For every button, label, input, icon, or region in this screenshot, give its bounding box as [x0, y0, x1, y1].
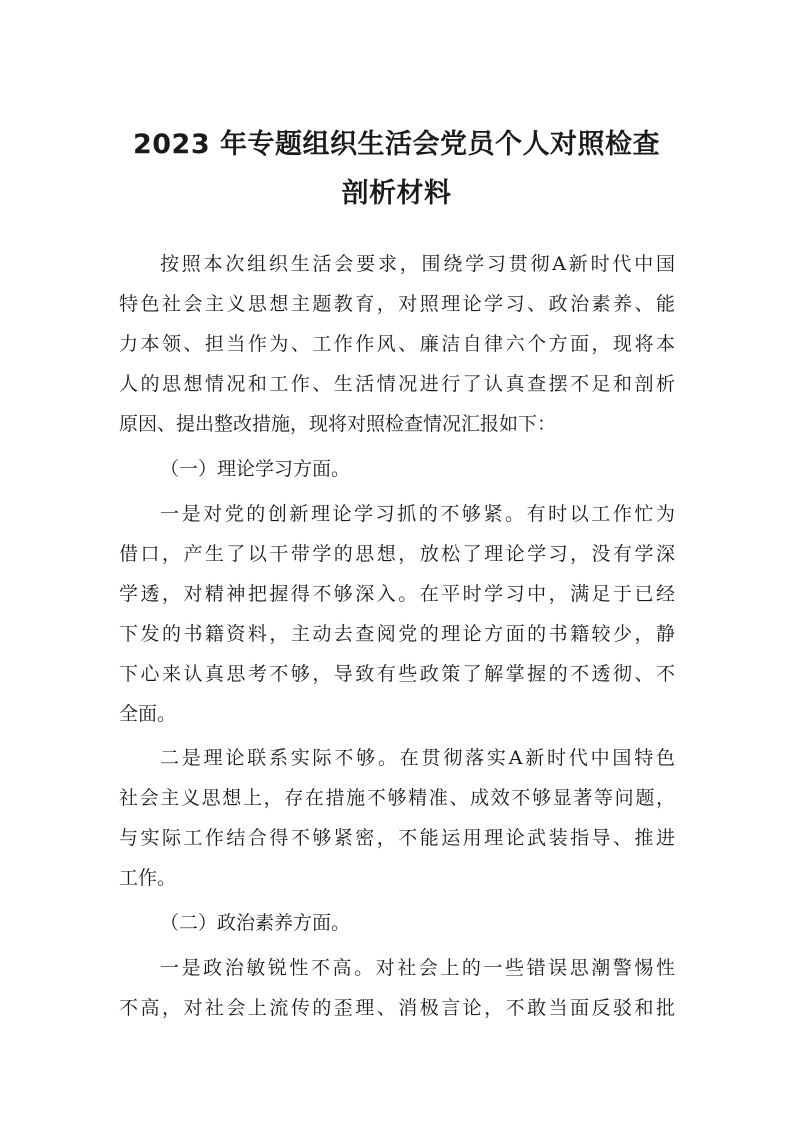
section-heading-political: （二）政治素养方面。: [160, 912, 351, 934]
paragraph-intro-line: 力本领、担当作为、工作作风、廉洁自律六个方面，现将本: [119, 333, 675, 355]
paragraph-theory-2-line: 社会主义思想上，存在措施不够精准、成效不够显著等问题，: [119, 787, 675, 809]
document-title-line-2: 剖析材料: [341, 178, 452, 209]
paragraph-political-1-line: 一是政治敏锐性不高。对社会上的一些错误思潮警惕性: [160, 957, 675, 979]
paragraph-intro-line: 按照本次组织生活会要求，围绕学习贯彻A新时代中国: [160, 253, 675, 275]
paragraph-theory-2-line: 与实际工作结合得不够紧密，不能运用理论武装指导、推进: [119, 827, 675, 849]
paragraph-theory-1-line: 下发的书籍资料，主动去查阅党的理论方面的书籍较少，静: [119, 623, 675, 645]
paragraph-theory-1-line: 借口，产生了以干带学的思想，放松了理论学习，没有学深: [119, 543, 675, 565]
paragraph-theory-2-line: 工作。: [119, 867, 177, 889]
paragraph-intro-line: 原因、提出整改措施，现将对照检查情况汇报如下：: [119, 413, 557, 435]
paragraph-theory-1-line: 一是对党的创新理论学习抓的不够紧。有时以工作忙为: [160, 503, 675, 525]
section-heading-theory: （一）理论学习方面。: [160, 458, 351, 480]
paragraph-theory-1-line: 下心来认真思考不够，导致有些政策了解掌握的不透彻、不: [119, 663, 675, 685]
paragraph-theory-1-line: 全面。: [119, 703, 177, 725]
paragraph-political-1-line: 不高，对社会上流传的歪理、消极言论，不敢当面反驳和批: [119, 997, 675, 1019]
paragraph-theory-1-line: 学透，对精神把握得不够深入。在平时学习中，满足于已经: [119, 583, 675, 605]
paragraph-intro-line: 特色社会主义思想主题教育，对照理论学习、政治素养、能: [119, 293, 675, 315]
paragraph-intro-line: 人的思想情况和工作、生活情况进行了认真查摆不足和剖析: [119, 373, 675, 395]
paragraph-theory-2-line: 二是理论联系实际不够。在贯彻落实A新时代中国特色: [160, 747, 675, 769]
document-title-line-1: 2023 年专题组织生活会党员个人对照检查: [132, 129, 661, 160]
